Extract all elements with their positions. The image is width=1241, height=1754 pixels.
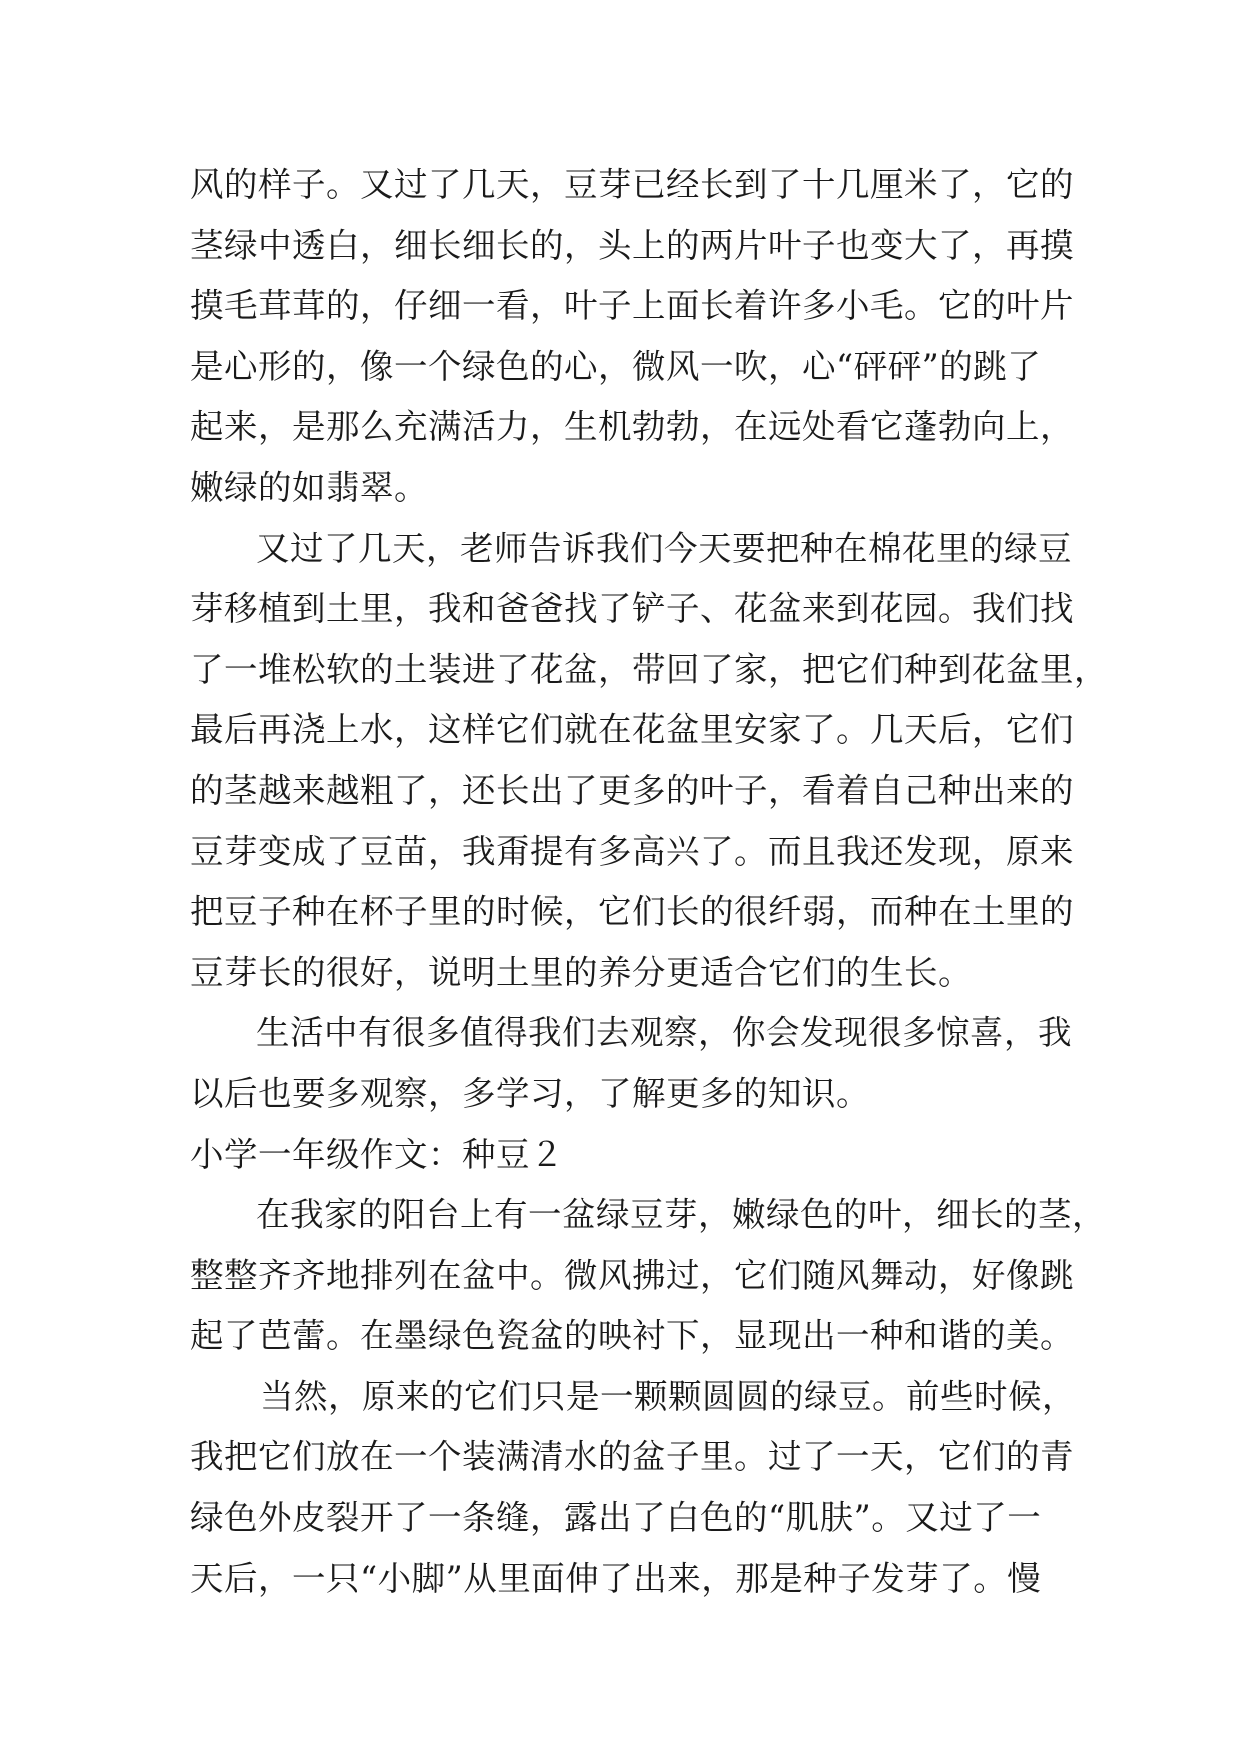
text-line: 摸毛茸茸的，仔细一看，叶子上面长着许多小毛。它的叶片 bbox=[190, 286, 1074, 326]
text-line: 嫩绿的如翡翠。 bbox=[190, 467, 428, 507]
paragraph-start-line: 又过了几天，老师告诉我们今天要把种在棉花里的绿豆 bbox=[256, 528, 1072, 568]
text-line: 起来，是那么充满活力，生机勃勃，在远处看它蓬勃向上， bbox=[190, 407, 1074, 447]
text-line: 的茎越来越粗了，还长出了更多的叶子，看着自己种出来的 bbox=[190, 770, 1074, 810]
text-line: 整整齐齐地排列在盆中。微风拂过，它们随风舞动，好像跳 bbox=[190, 1255, 1074, 1295]
text-line: 把豆子种在杯子里的时候，它们长的很纤弱，而种在土里的 bbox=[190, 892, 1074, 932]
text-line: 以后也要多观察，多学习，了解更多的知识。 bbox=[190, 1073, 870, 1113]
text-line: 起了芭蕾。在墨绿色瓷盆的映衬下，显现出一种和谐的美。 bbox=[190, 1316, 1074, 1356]
section-title: 小学一年级作文：种豆２ bbox=[190, 1134, 564, 1174]
essay-body bbox=[190, 155, 1108, 1609]
paragraph-start-line: 当然，原来的它们只是一颗颗圆圆的绿豆。前些时候， bbox=[260, 1376, 1076, 1416]
text-line: 天后，一只“小脚”从里面伸了出来，那是种子发芽了。慢 bbox=[190, 1558, 1042, 1598]
text-line: 豆芽变成了豆苗，我甭提有多高兴了。而且我还发现，原来 bbox=[190, 831, 1074, 871]
text-line: 风的样子。又过了几天，豆芽已经长到了十几厘米了，它的 bbox=[190, 165, 1074, 204]
text-line: 是心形的，像一个绿色的心，微风一吹，心“砰砰”的跳了 bbox=[190, 346, 1042, 386]
paragraph-start-line: 生活中有很多值得我们去观察，你会发现很多惊喜，我 bbox=[256, 1013, 1072, 1053]
text-line: 豆芽长的很好，说明土里的养分更适合它们的生长。 bbox=[190, 952, 972, 992]
text-line: 茎绿中透白，细长细长的，头上的两片叶子也变大了，再摸 bbox=[190, 225, 1074, 265]
text-line: 了一堆松软的土装进了花盆，带回了家，把它们种到花盆里， bbox=[190, 649, 1108, 689]
text-line: 绿色外皮裂开了一条缝，露出了白色的“肌肤”。又过了一 bbox=[190, 1498, 1042, 1538]
text-line: 最后再浇上水，这样它们就在花盆里安家了。几天后，它们 bbox=[190, 710, 1074, 750]
text-line: 我把它们放在一个装满清水的盆子里。过了一天，它们的青 bbox=[190, 1437, 1074, 1477]
paragraph-start-line: 在我家的阳台上有一盆绿豆芽，嫩绿色的叶，细长的茎， bbox=[256, 1195, 1106, 1235]
text-line: 芽移植到土里，我和爸爸找了铲子、花盆来到花园。我们找 bbox=[190, 589, 1074, 629]
